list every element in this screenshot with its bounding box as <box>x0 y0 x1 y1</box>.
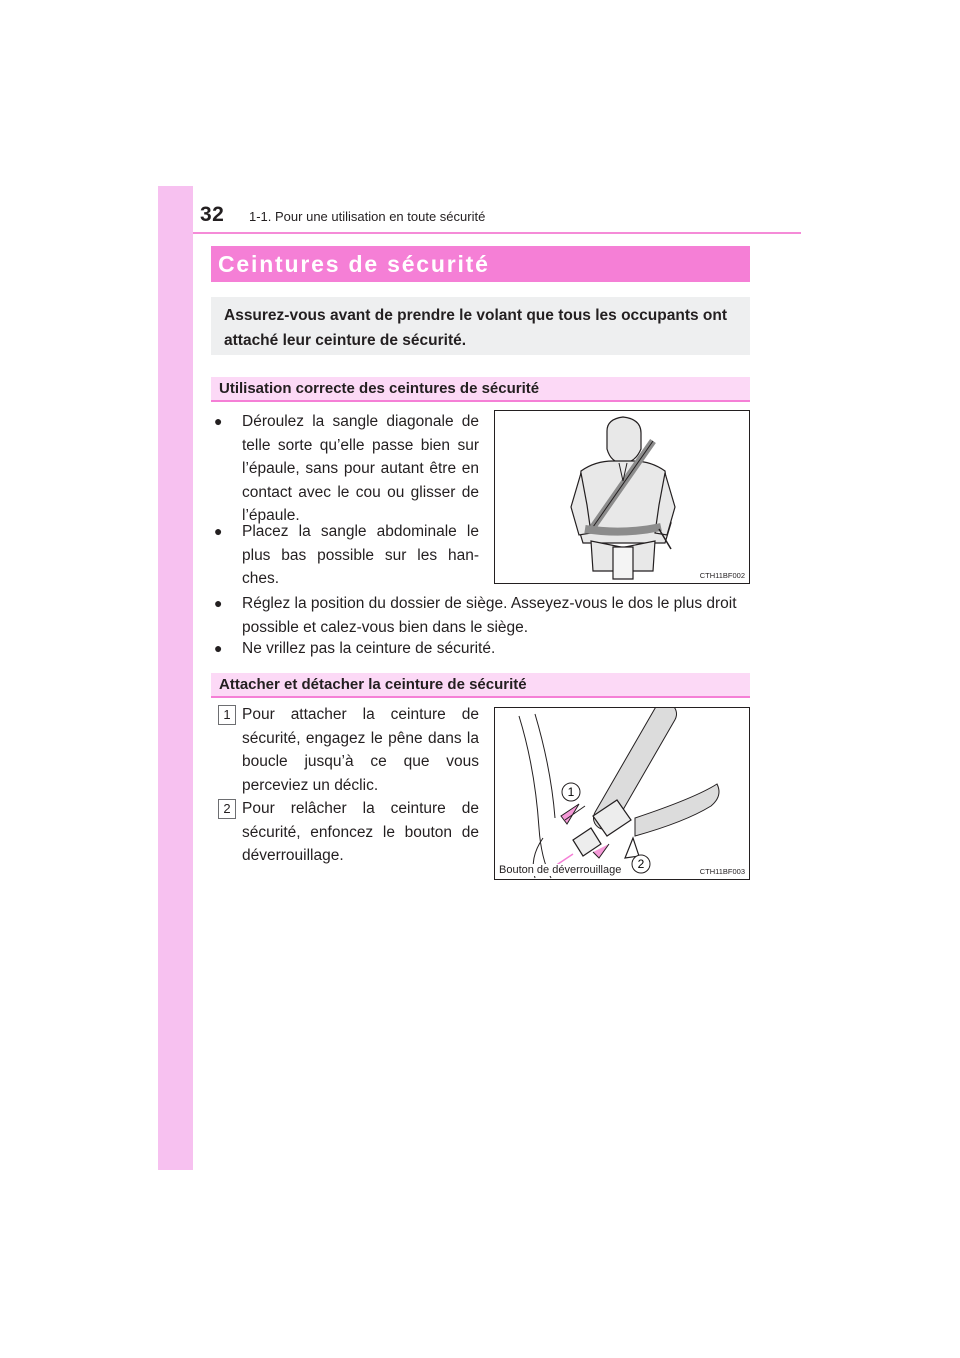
figure-code: CTH11BF002 <box>699 571 745 580</box>
bullet-item <box>214 592 754 642</box>
seated-person-illustration <box>495 411 750 584</box>
subheading-fasten: Attacher et détacher la ceinture de sécurité <box>211 673 750 698</box>
subheading-usage: Utilisation correcte des ceintures de sécurité <box>211 377 750 402</box>
bullet-text: Placez la sangle abdominale le plus bas possible sur les han-ches. <box>242 523 479 587</box>
figure-callout: Bouton de déverrouillage <box>499 864 622 876</box>
bullet-text: Déroulez la sangle diagonale de telle sorte qu’elle passe bien sur l’épaule, sans pour autant être en contact avec le cou ou glisser de l’épaule. <box>242 413 479 524</box>
bullet-item <box>214 637 754 663</box>
header-rule <box>193 232 801 234</box>
step-number: 1 <box>218 705 236 725</box>
side-tab-strip <box>158 186 193 1170</box>
bullet-icon: ● <box>214 595 223 611</box>
bullet-text: Ne vrillez pas la ceinture de sécurité. <box>242 640 496 657</box>
step-text: Pour relâcher la ceinture de sécurité, enfoncez le bouton de déverrouillage. <box>242 800 479 864</box>
figure-buckle <box>494 707 750 880</box>
bullet-icon: ● <box>214 523 223 539</box>
page-number: 32 <box>200 203 225 226</box>
figure-seated-person <box>494 410 750 584</box>
buckle-illustration <box>495 708 750 880</box>
step-number: 2 <box>218 799 236 819</box>
step-text: Pour attacher la ceinture de sécurité, engagez le pêne dans la boucle jusqu’à ce que vous perceviez un déclic. <box>242 706 479 794</box>
figure-label-1: 1 <box>567 785 575 799</box>
running-head: 1-1. Pour une utilisation en toute sécurité <box>249 209 486 224</box>
intro-box: Assurez-vous avant de prendre le volant que tous les occupants ont attaché leur ceinture de sécurité. <box>211 297 750 355</box>
section-title: Ceintures de sécurité <box>218 251 490 277</box>
bullet-text: Réglez la position du dossier de siège. Asseyez-vous le dos le plus droit possible et calez-vous bien dans le siège. <box>242 595 737 636</box>
bullet-icon: ● <box>214 640 223 656</box>
bullet-icon: ● <box>214 413 223 429</box>
figure-code: CTH11BF003 <box>699 867 745 876</box>
section-title-bar <box>211 246 750 282</box>
figure-label-2: 2 <box>637 857 645 871</box>
